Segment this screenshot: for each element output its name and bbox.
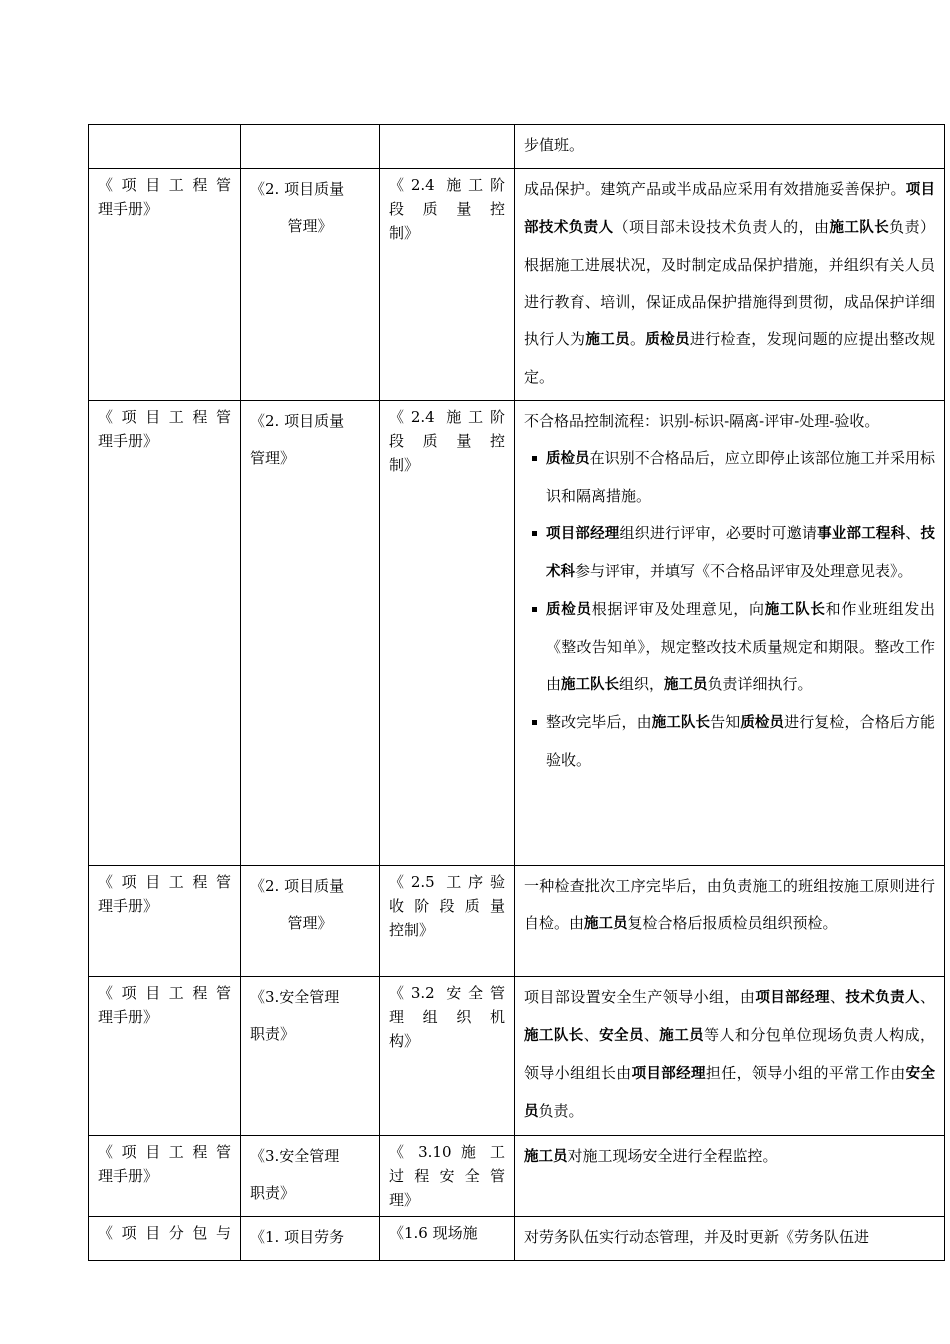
bold-role-text: 施工员 [659, 1028, 705, 1044]
cell-line: 控制》 [389, 921, 435, 939]
content-cell [515, 169, 945, 401]
body-text: 、 [905, 524, 921, 542]
content-intro: 不合格品控制流程：识别-标识-隔离-评审-处理-验收。 [524, 412, 880, 430]
body-text: 组织， [619, 675, 665, 693]
subsection-cell [380, 1217, 515, 1261]
document-table [88, 124, 945, 1261]
cell-line: 《2.5 工序验 [389, 873, 505, 891]
cell-line: 管理》 [287, 217, 333, 235]
body-text: 整改完毕后，由 [546, 713, 652, 731]
body-text: 项目部设置安全生产领导小组，由 [524, 988, 756, 1006]
body-text: 负责。 [538, 1102, 584, 1120]
body-text: 组织进行评审，必要时可邀请 [619, 524, 818, 542]
cell-line: 《项目分包与 [98, 1224, 231, 1242]
cell-line: 职责》 [250, 1025, 296, 1043]
body-text: 和作业班组发出《整改告知单》，规定整改技术质量规定和期限。整改工作由 [546, 600, 935, 693]
section-cell [241, 977, 380, 1136]
cell-line: 《3.安全管理 [250, 988, 340, 1006]
bold-role-text: 技术科 [546, 526, 935, 580]
section-cell [241, 1217, 380, 1261]
cell-line: 《 3.10 施 工 [389, 1143, 505, 1161]
table-row [89, 977, 945, 1136]
section-cell [241, 866, 380, 977]
manual-cell [89, 1136, 241, 1217]
cell-line: 理手册》 [98, 1008, 159, 1026]
body-text: 对施工现场安全进行全程监控。 [567, 1147, 778, 1165]
section-cell [241, 125, 380, 169]
body-text: 参与评审，并填写《不合格品评审及处理意见表》。 [575, 562, 913, 580]
body-text: 根据评审及处理意见，向 [591, 600, 765, 618]
content-cell [515, 401, 945, 866]
cell-line: 理》 [389, 1191, 420, 1209]
body-text: 担任，领导小组的平常工作由 [705, 1064, 906, 1082]
body-text: 进行复检，合格后方能验收。 [546, 713, 935, 769]
manual-cell [89, 169, 241, 401]
cell-line: 理手册》 [98, 897, 159, 915]
subsection-cell [380, 866, 515, 977]
cell-line: 收阶段质量 [389, 897, 505, 915]
cell-line: 段 质 量 控 [389, 200, 505, 218]
cell-line: 职责》 [250, 1184, 296, 1202]
bold-role-text: 施工员 [664, 677, 708, 693]
table-row [89, 1217, 945, 1261]
body-text: 步值班。 [524, 136, 585, 154]
subsection-cell [380, 401, 515, 866]
body-text: 成品保护。建筑产品或半成品应采用有效措施妥善保护。 [524, 180, 906, 198]
bold-role-text: 事业部工程科 [817, 526, 906, 542]
subsection-cell [380, 977, 515, 1136]
section-cell [241, 1136, 380, 1217]
bold-role-text: 质检员 [546, 602, 592, 618]
manual-cell [89, 977, 241, 1136]
content-cell [515, 1217, 945, 1261]
bold-role-text: 施工队长 [651, 715, 711, 731]
cell-line: 《项目工程管 [98, 176, 231, 194]
cell-line: 理手册》 [98, 200, 159, 218]
body-text: 、 [829, 988, 846, 1006]
subsection-cell [380, 169, 515, 401]
content-cell [515, 977, 945, 1136]
cell-line: 《2. 项目质量 [250, 180, 345, 198]
cell-line: 《1.6 现场施 [389, 1224, 478, 1242]
cell-line: 《3.安全管理 [250, 1147, 340, 1165]
content-paragraph [524, 1219, 935, 1256]
manual-cell [89, 1217, 241, 1261]
bullet-item [524, 591, 935, 704]
cell-line: 《项目工程管 [98, 408, 231, 426]
cell-line: 制》 [389, 224, 420, 242]
body-text: 在识别不合格品后，应立即停止该部位施工并采用标识和隔离措施。 [546, 449, 935, 505]
bullet-item [524, 704, 935, 779]
cell-line: 《2. 项目质量 [250, 412, 345, 430]
body-text: （项目部未设技术负责人的，由 [613, 218, 830, 236]
content-cell [515, 125, 945, 169]
cell-line: 理手册》 [98, 1167, 159, 1185]
body-text: 等人和分包单位现场负责人构成，领导小组组长由 [524, 1026, 935, 1082]
bold-role-text: 施工队长 [764, 602, 826, 618]
cell-line: 《1. 项目劳务 [250, 1228, 345, 1246]
content-paragraph [524, 868, 935, 943]
body-text: 负责详细执行。 [707, 675, 813, 693]
cell-line: 构》 [389, 1032, 420, 1050]
bold-role-text: 施工员 [585, 332, 630, 348]
bold-role-text: 安全员 [524, 1066, 936, 1120]
table-row [89, 169, 945, 401]
cell-line: 理 组 织 机 [389, 1008, 505, 1026]
table-row [89, 1136, 945, 1217]
cell-line: 《2. 项目质量 [250, 877, 345, 895]
manual-cell [89, 125, 241, 169]
cell-line: 管理》 [287, 914, 333, 932]
body-text: 对劳务队伍实行动态管理，并及时更新《劳务队伍进 [524, 1228, 870, 1246]
bold-role-text: 施工员 [584, 916, 628, 932]
bold-role-text: 安全员 [599, 1028, 644, 1044]
body-text: 一种检查批次工序完毕后，由负责施工的班组按施工原则进行自检。由 [524, 877, 935, 932]
cell-line: 制》 [389, 456, 420, 474]
table-row [89, 125, 945, 169]
cell-line: 过 程 安 全 管 [389, 1167, 505, 1185]
cell-line: 《2.4 施工阶 [389, 176, 505, 194]
bold-role-text: 施工员 [524, 1149, 568, 1165]
bold-role-text: 项目部经理 [631, 1066, 706, 1082]
subsection-cell [380, 1136, 515, 1217]
cell-line: 理手册》 [98, 432, 159, 450]
content-cell [515, 866, 945, 977]
table-row [89, 401, 945, 866]
cell-line: 《项目工程管 [98, 984, 231, 1002]
bold-role-text: 项目部技术负责人 [524, 182, 935, 236]
body-text: 。 [629, 330, 646, 348]
bold-role-text: 质检员 [645, 332, 690, 348]
body-text: 复检合格后报质检员组织预检。 [627, 914, 838, 932]
bullet-item [524, 515, 935, 591]
content-paragraph [524, 1138, 935, 1176]
content-cell [515, 1136, 945, 1217]
bold-role-text: 施工队长 [524, 1028, 584, 1044]
content-paragraph [524, 979, 935, 1131]
cell-line: 《项目工程管 [98, 1143, 231, 1161]
body-text: 、 [919, 988, 935, 1006]
cell-line: 《3.2 安全管 [389, 984, 505, 1002]
section-cell [241, 169, 380, 401]
bold-role-text: 质检员 [740, 715, 785, 731]
section-cell [241, 401, 380, 866]
bold-role-text: 项目部经理 [546, 526, 620, 542]
body-text: 、 [583, 1026, 600, 1044]
body-text: 进行检查，发现问题的应提出整改规定。 [524, 330, 936, 386]
subsection-cell [380, 125, 515, 169]
bold-role-text: 施工队长 [829, 220, 890, 236]
body-text: 告知 [710, 713, 741, 731]
body-text: 负责）根据施工进展状况，及时制定成品保护措施，并组织有关人员进行教育、培训，保证成品保护措施得到贯彻，成品保护详细执行人为 [524, 218, 935, 348]
bullet-item [524, 440, 935, 515]
content-paragraph [524, 171, 935, 396]
cell-line: 《项目工程管 [98, 873, 231, 891]
bold-role-text: 技术负责人 [845, 990, 920, 1006]
bold-role-text: 质检员 [546, 451, 590, 467]
cell-line: 管理》 [250, 449, 296, 467]
body-text: 、 [643, 1026, 660, 1044]
manual-cell [89, 401, 241, 866]
bold-role-text: 施工队长 [561, 677, 620, 693]
manual-cell [89, 866, 241, 977]
table-row [89, 866, 945, 977]
content-paragraph [524, 127, 935, 164]
cell-line: 段 质 量 控 [389, 432, 505, 450]
bold-role-text: 项目部经理 [755, 990, 830, 1006]
cell-line: 《2.4 施工阶 [389, 408, 505, 426]
